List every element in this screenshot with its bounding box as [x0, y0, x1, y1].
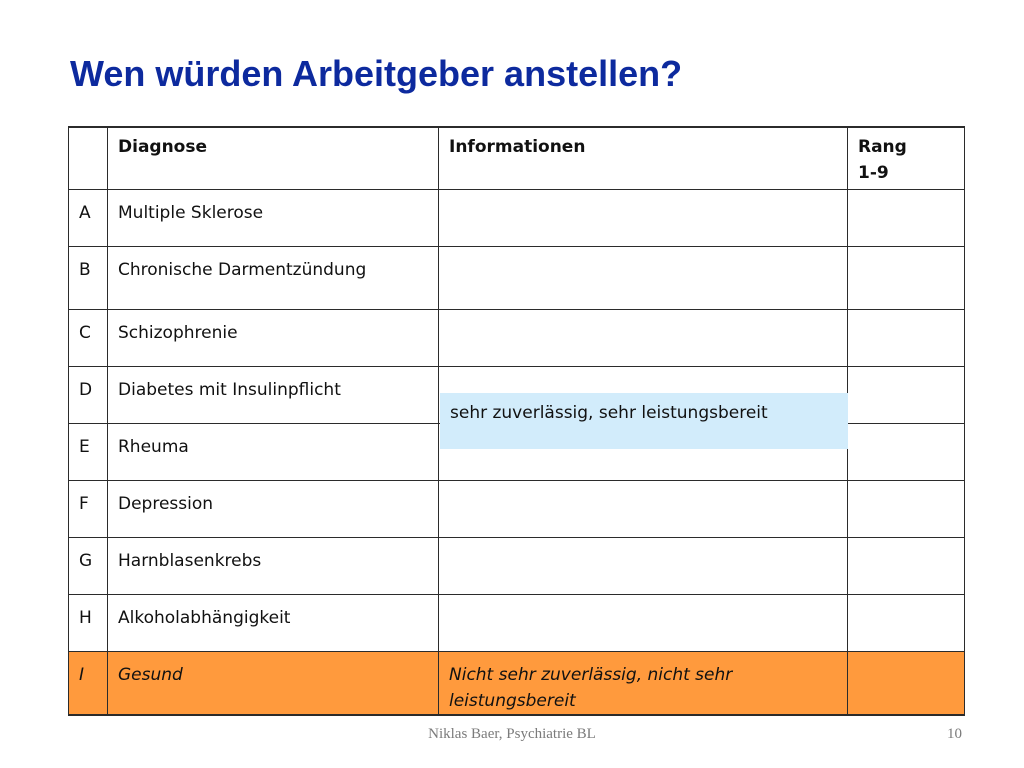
table-row-f	[69, 480, 965, 537]
row-letter: C	[69, 309, 108, 366]
row-diagnose: Schizophrenie	[108, 309, 439, 366]
row-info	[439, 594, 848, 651]
row-letter: A	[69, 189, 108, 246]
row-rang	[848, 651, 965, 715]
row-rang	[848, 594, 965, 651]
row-rang	[848, 423, 965, 480]
row-diagnose: Gesund	[108, 651, 439, 715]
row-rang	[848, 480, 965, 537]
slide-title: Wen würden Arbeitgeber anstellen?	[70, 53, 683, 94]
row-info	[439, 480, 848, 537]
table-row-b	[69, 246, 965, 309]
row-letter: I	[69, 651, 108, 715]
header-rang-label: Rang	[858, 137, 907, 157]
header-informationen: Informationen	[439, 127, 848, 189]
header-diagnose: Diagnose	[108, 127, 439, 189]
row-rang	[848, 309, 965, 366]
table-row-h	[69, 594, 965, 651]
row-info	[439, 189, 848, 246]
table-row-g	[69, 537, 965, 594]
footer-author: Niklas Baer, Psychiatrie BL	[428, 726, 596, 742]
header-rang	[848, 127, 965, 189]
table-row-a	[69, 189, 965, 246]
row-rang	[848, 246, 965, 309]
row-diagnose: Diabetes mit Insulinpflicht	[108, 366, 439, 423]
row-letter: F	[69, 480, 108, 537]
row-info: Nicht sehr zuverlässig, nicht sehr leistungsbereit	[439, 651, 848, 715]
row-letter: E	[69, 423, 108, 480]
info-overlay-note: sehr zuverlässig, sehr leistungsbereit	[440, 393, 848, 449]
row-diagnose: Alkoholabhängigkeit	[108, 594, 439, 651]
row-rang	[848, 189, 965, 246]
row-letter: H	[69, 594, 108, 651]
row-rang	[848, 366, 965, 423]
row-info	[439, 309, 848, 366]
table-header-row	[69, 127, 965, 189]
row-info	[439, 246, 848, 309]
row-rang	[848, 537, 965, 594]
header-letter-cell	[69, 127, 108, 189]
row-letter: D	[69, 366, 108, 423]
row-diagnose: Chronische Darmentzündung	[108, 246, 439, 309]
row-diagnose: Depression	[108, 480, 439, 537]
table-row-c	[69, 309, 965, 366]
page-number: 10	[947, 726, 962, 742]
table-row-i-highlighted	[69, 651, 965, 715]
row-letter: B	[69, 246, 108, 309]
row-diagnose: Rheuma	[108, 423, 439, 480]
row-diagnose: Harnblasenkrebs	[108, 537, 439, 594]
row-diagnose: Multiple Sklerose	[108, 189, 439, 246]
row-letter: G	[69, 537, 108, 594]
row-info	[439, 537, 848, 594]
header-rang-range: 1-9	[858, 163, 889, 183]
